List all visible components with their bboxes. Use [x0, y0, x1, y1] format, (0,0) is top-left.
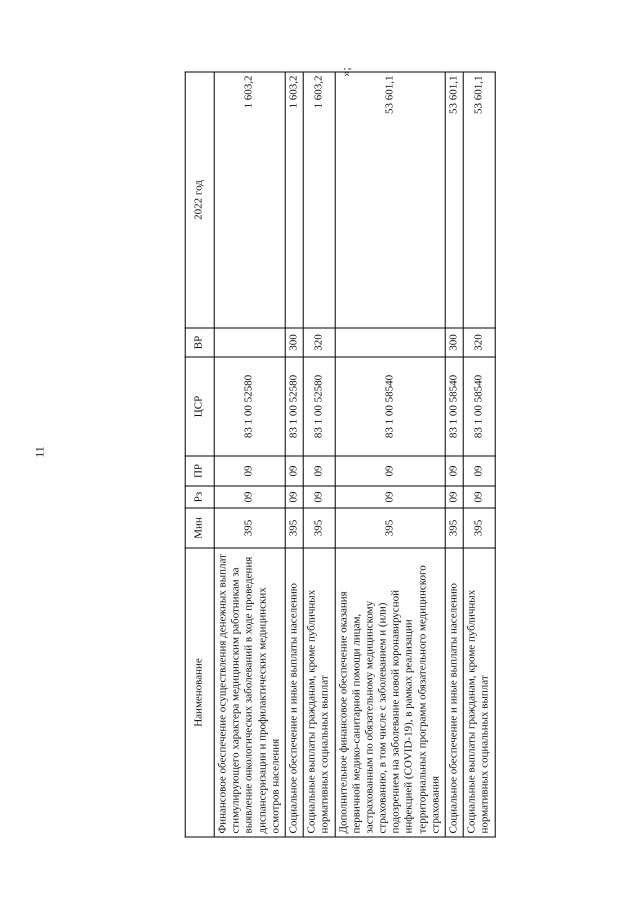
- row-vr: 300: [285, 328, 303, 357]
- budget-table-container: [185, 73, 496, 838]
- header-name: Наименование: [185, 548, 214, 837]
- row-pr: 09: [335, 456, 446, 486]
- row-sum: 1 603,2: [285, 72, 303, 328]
- row-pr: 09: [285, 456, 303, 486]
- row-csr: 83 1 00 52580: [285, 357, 303, 456]
- row-sum: 53 601,1: [335, 72, 446, 328]
- header-pr: ПР: [185, 456, 214, 486]
- row-min: 395: [445, 508, 463, 548]
- header-min: Мин: [185, 508, 214, 548]
- row-name: Социальное обеспечение и иные выплаты населению: [445, 548, 463, 837]
- row-csr: 83 1 00 58540: [335, 357, 446, 456]
- row-sum: 53 601,1: [445, 72, 463, 328]
- closing-quote-mark: »;: [338, 67, 353, 77]
- row-rz: 09: [303, 486, 334, 508]
- row-name: Социальные выплаты гражданам, кроме публичных нормативных социальных выплат: [303, 548, 334, 837]
- row-pr: 09: [303, 456, 334, 486]
- row-min: 395: [214, 508, 285, 548]
- row-vr: [214, 328, 285, 357]
- row-rz: 09: [445, 486, 463, 508]
- table-row: [303, 72, 334, 837]
- header-year: 2022 год: [185, 72, 214, 328]
- row-name: Социальное обеспечение и иные выплаты населению: [285, 548, 303, 837]
- row-rz: 09: [335, 486, 446, 508]
- row-sum: 1 603,2: [214, 72, 285, 328]
- row-csr: 83 1 00 52580: [214, 357, 285, 456]
- row-csr: 83 1 00 58540: [445, 357, 463, 456]
- table-row: [445, 72, 463, 837]
- row-sum: 53 601,1: [463, 72, 494, 328]
- row-rz: 09: [285, 486, 303, 508]
- row-csr: 83 1 00 58540: [463, 357, 494, 456]
- table-row: [214, 72, 285, 837]
- row-pr: 09: [445, 456, 463, 486]
- row-rz: 09: [214, 486, 285, 508]
- row-vr: 320: [463, 328, 494, 357]
- header-rz: Рз: [185, 486, 214, 508]
- row-vr: 320: [303, 328, 334, 357]
- table-row: [463, 72, 494, 837]
- header-vr: ВР: [185, 328, 214, 357]
- row-min: 395: [335, 508, 446, 548]
- table-header-row: [185, 72, 214, 837]
- row-name: Финансовое обеспечение осуществления денежных выплат стимулирующего характера медицинским работникам за выявление онкологических заболеваний в ходе проведения диспансеризации и профилактических медицинских осмотров населения: [214, 548, 285, 837]
- header-csr: ЦСР: [185, 357, 214, 456]
- row-name: Социальные выплаты гражданам, кроме публичных нормативных социальных выплат: [463, 548, 494, 837]
- budget-table: [185, 72, 496, 838]
- table-row: [335, 72, 446, 837]
- row-csr: 83 1 00 52580: [303, 357, 334, 456]
- row-pr: 09: [214, 456, 285, 486]
- row-min: 395: [303, 508, 334, 548]
- table-row: [285, 72, 303, 837]
- page-number: 11: [32, 446, 47, 458]
- row-min: 395: [285, 508, 303, 548]
- row-min: 395: [463, 508, 494, 548]
- row-pr: 09: [463, 456, 494, 486]
- row-sum: 1 603,2: [303, 72, 334, 328]
- row-name: Дополнительное финансовое обеспечение оказания первичной медико-санитарной помощи лицам, застрахованным по обязательному медицинскому страхованию, в том числе с заболеванием и (или) подозрением на заболевание новой коронавирусной инфекцией (COVID-19), в рамках реализации территориальных программ обязательного медицинского страхования: [335, 548, 446, 837]
- row-vr: [335, 328, 446, 357]
- row-rz: 09: [463, 486, 494, 508]
- row-vr: 300: [445, 328, 463, 357]
